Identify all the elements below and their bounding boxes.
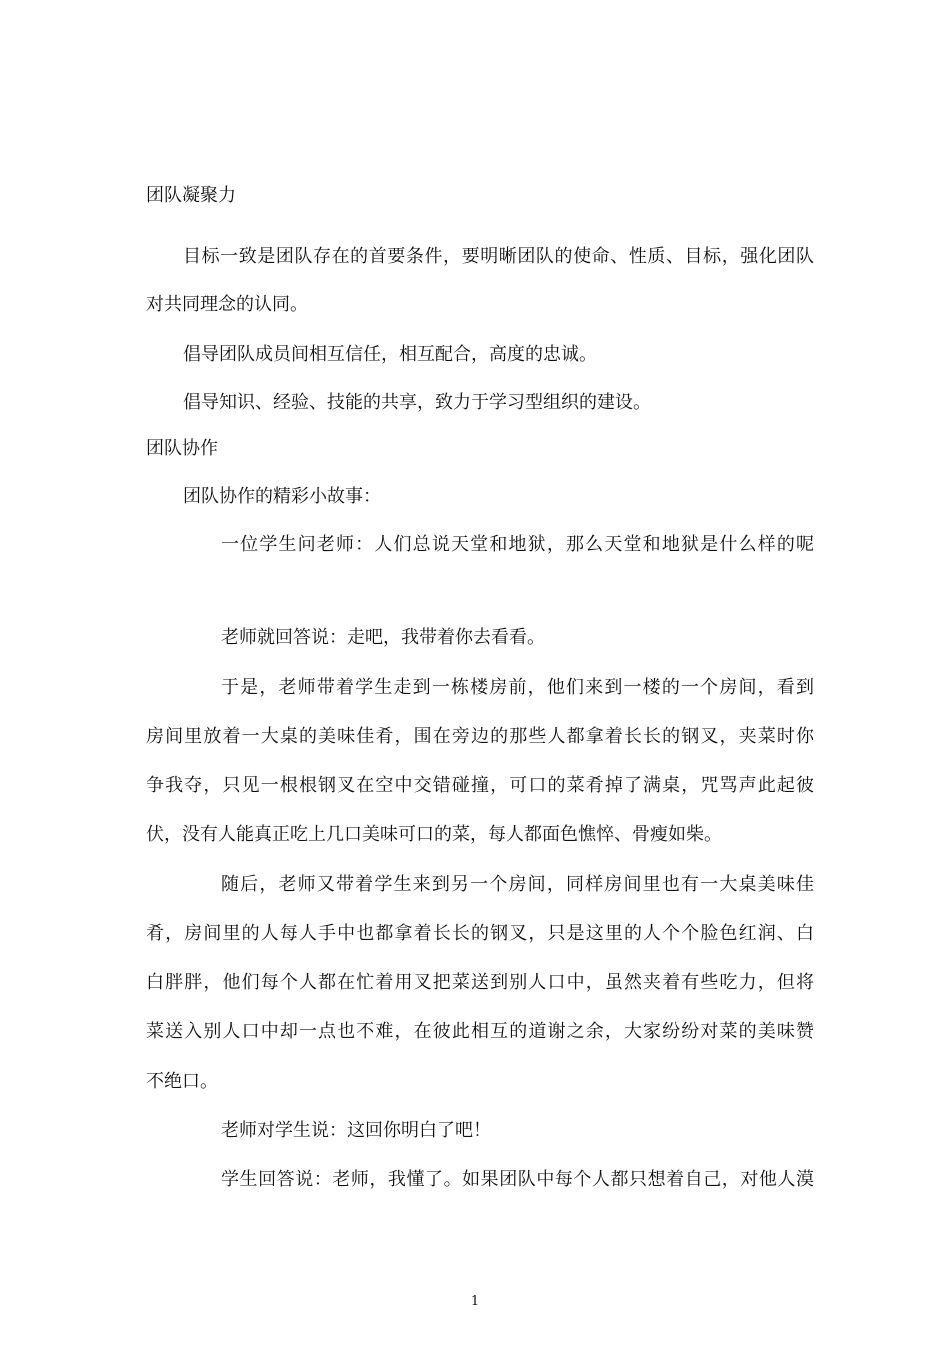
- paragraph-line: 伏，没有人能真正吃上几口美味可口的菜，每人都面色憔悴、骨瘦如柴。: [146, 824, 722, 845]
- heading-teamwork: 团队协作: [146, 438, 218, 459]
- paragraph-line: 于是，老师带着学生走到一栋楼房前，他们来到一楼的一个房间，看到: [221, 677, 814, 698]
- paragraph-line: 争我夺，只见一根根钢叉在空中交错碰撞，可口的菜肴掉了满桌，咒骂声此起彼: [146, 775, 814, 796]
- paragraph-line: 房间里放着一大桌的美味佳肴，围在旁边的那些人都拿着长长的钢叉，夹菜时你: [146, 726, 814, 747]
- heading-team-cohesion: 团队凝聚力: [146, 185, 236, 206]
- paragraph-line: 肴，房间里的人每人手中也都拿着长长的钢叉，只是这里的人个个脸色红润、白: [146, 923, 814, 944]
- paragraph-line: 学生回答说：老师，我懂了。如果团队中每个人都只想着自己，对他人漠: [221, 1169, 814, 1190]
- paragraph-line: 老师对学生说：这回你明白了吧！: [221, 1120, 491, 1141]
- paragraph-line: 老师就回答说：走吧，我带着你去看看。: [221, 627, 545, 648]
- paragraph-line: 倡导知识、经验、技能的共享，致力于学习型组织的建设。: [183, 392, 651, 413]
- paragraph-line: 一位学生问老师：人们总说天堂和地狱，那么天堂和地狱是什么样的呢: [221, 534, 814, 555]
- page-number: 1: [470, 1294, 480, 1309]
- paragraph-line: 倡导团队成员间相互信任，相互配合，高度的忠诚。: [183, 344, 597, 365]
- paragraph-line: 对共同理念的认同。: [146, 294, 308, 315]
- paragraph-line: 团队协作的精彩小故事：: [183, 486, 381, 507]
- paragraph-line: 菜送入别人口中却一点也不难，在彼此相互的道谢之余，大家纷纷对菜的美味赞: [146, 1021, 814, 1042]
- paragraph-line: 随后，老师又带着学生来到另一个房间，同样房间里也有一大桌美味佳: [221, 874, 814, 895]
- paragraph-line: 不绝口。: [146, 1071, 218, 1092]
- paragraph-line: 白胖胖，他们每个人都在忙着用叉把菜送到别人口中，虽然夹着有些吃力，但将: [146, 972, 814, 993]
- paragraph-line: 目标一致是团队存在的首要条件，要明晰团队的使命、性质、目标，强化团队: [183, 246, 814, 267]
